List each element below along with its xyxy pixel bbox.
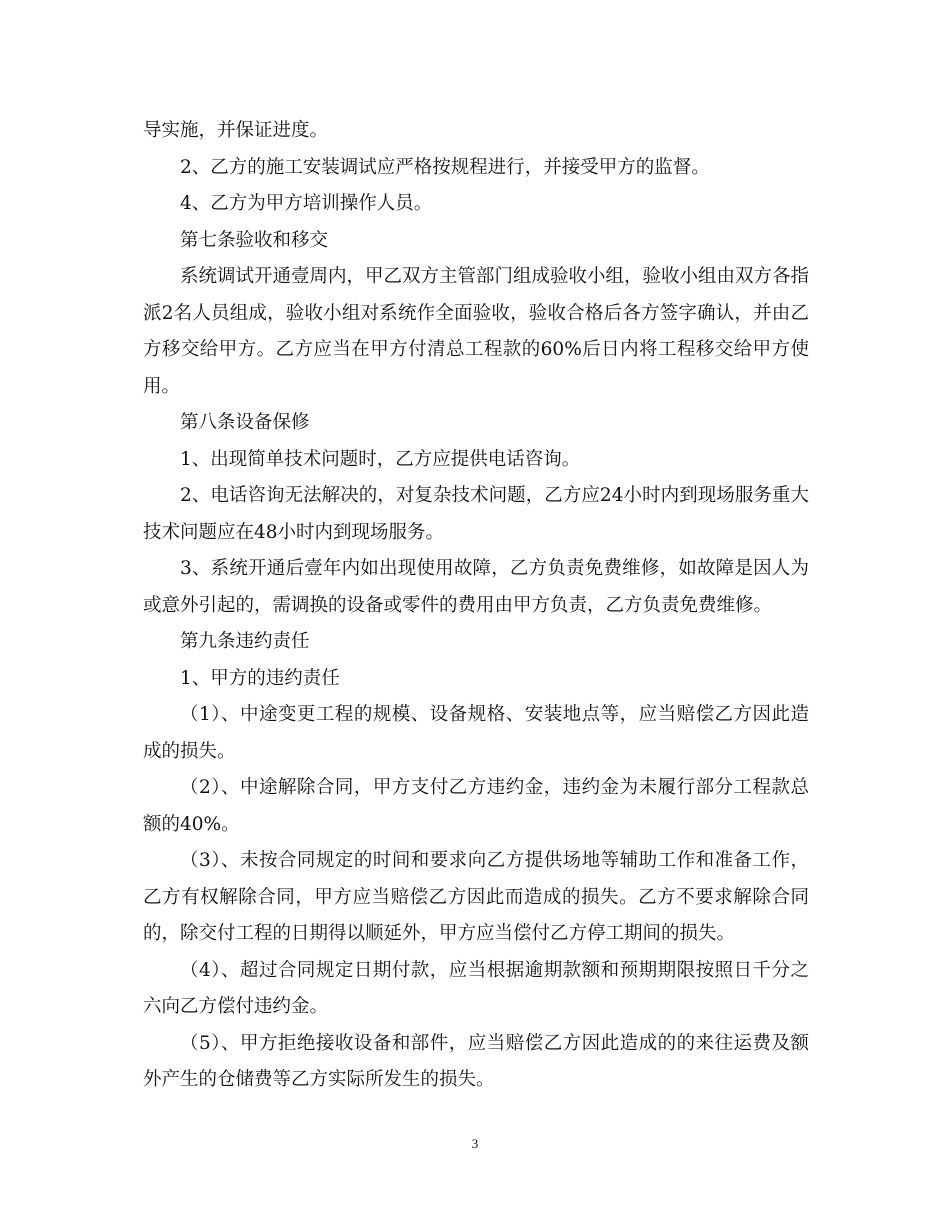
section-heading: 第七条验收和移交 (180, 229, 329, 251)
section-heading: 第八条设备保修 (180, 412, 310, 433)
paragraph: （2）、中途解除合同，甲方支付乙方违约金，违约金为未履行部分工程款总额的40%。 (143, 777, 809, 835)
paragraph: 系统调试开通壹周内，甲乙双方主管部门组成验收小组，验收小组由双方各指派2名人员组成，验收小组对系统作全面验收，验收合格后各方签字确认，并由乙方移交给甲方。乙方应当在甲方付清总工程款的60%后日内将工程移交给甲方使用。 (143, 266, 810, 397)
paragraph: 导实施，并保证进度。 (143, 120, 329, 141)
paragraph: 4、乙方为甲方培训操作人员。 (180, 193, 433, 214)
paragraph: （3）、未按合同规定的时间和要求向乙方提供场地等辅助工作和准备工作，乙方有权解除合同，甲方应当赔偿乙方因此而造成的损失。乙方不要求解除合同的，除交付工程的日期得以顺延外，甲方应当偿付乙方停工期间的损失。 (143, 850, 809, 944)
paragraph: 2、乙方的施工安装调试应严格按规程进行，并接受甲方的监督。 (180, 156, 710, 178)
page-number: 3 (471, 1136, 479, 1151)
paragraph: （4）、超过合同规定日期付款，应当根据逾期款额和预期期限按照日千分之六向乙方偿付违约金。 (143, 959, 809, 1017)
paragraph: 3、系统开通后壹年内如出现使用故障，乙方负责免费维修，如故障是因人为或意外引起的，需调换的设备或零件的费用由甲方负责，乙方负责免费维修。 (143, 558, 809, 616)
paragraph: （1）、中途变更工程的规模、设备规格、安装地点等，应当赔偿乙方因此造成的损失。 (143, 704, 809, 762)
paragraph: （5）、甲方拒绝接收设备和部件，应当赔偿乙方因此造成的的来往运费及额外产生的仓储费等乙方实际所发生的损失。 (143, 1032, 809, 1090)
document-body (143, 113, 809, 1099)
paragraph: 2、电话咨询无法解决的，对复杂技术问题，乙方应24小时内到现场服务重大技术问题应在48小时内到现场服务。 (143, 485, 809, 543)
paragraph: 1、出现简单技术问题时，乙方应提供电话咨询。 (180, 448, 581, 470)
section-heading: 第九条违约责任 (180, 631, 310, 652)
paragraph: 1、甲方的违约责任 (180, 667, 340, 689)
